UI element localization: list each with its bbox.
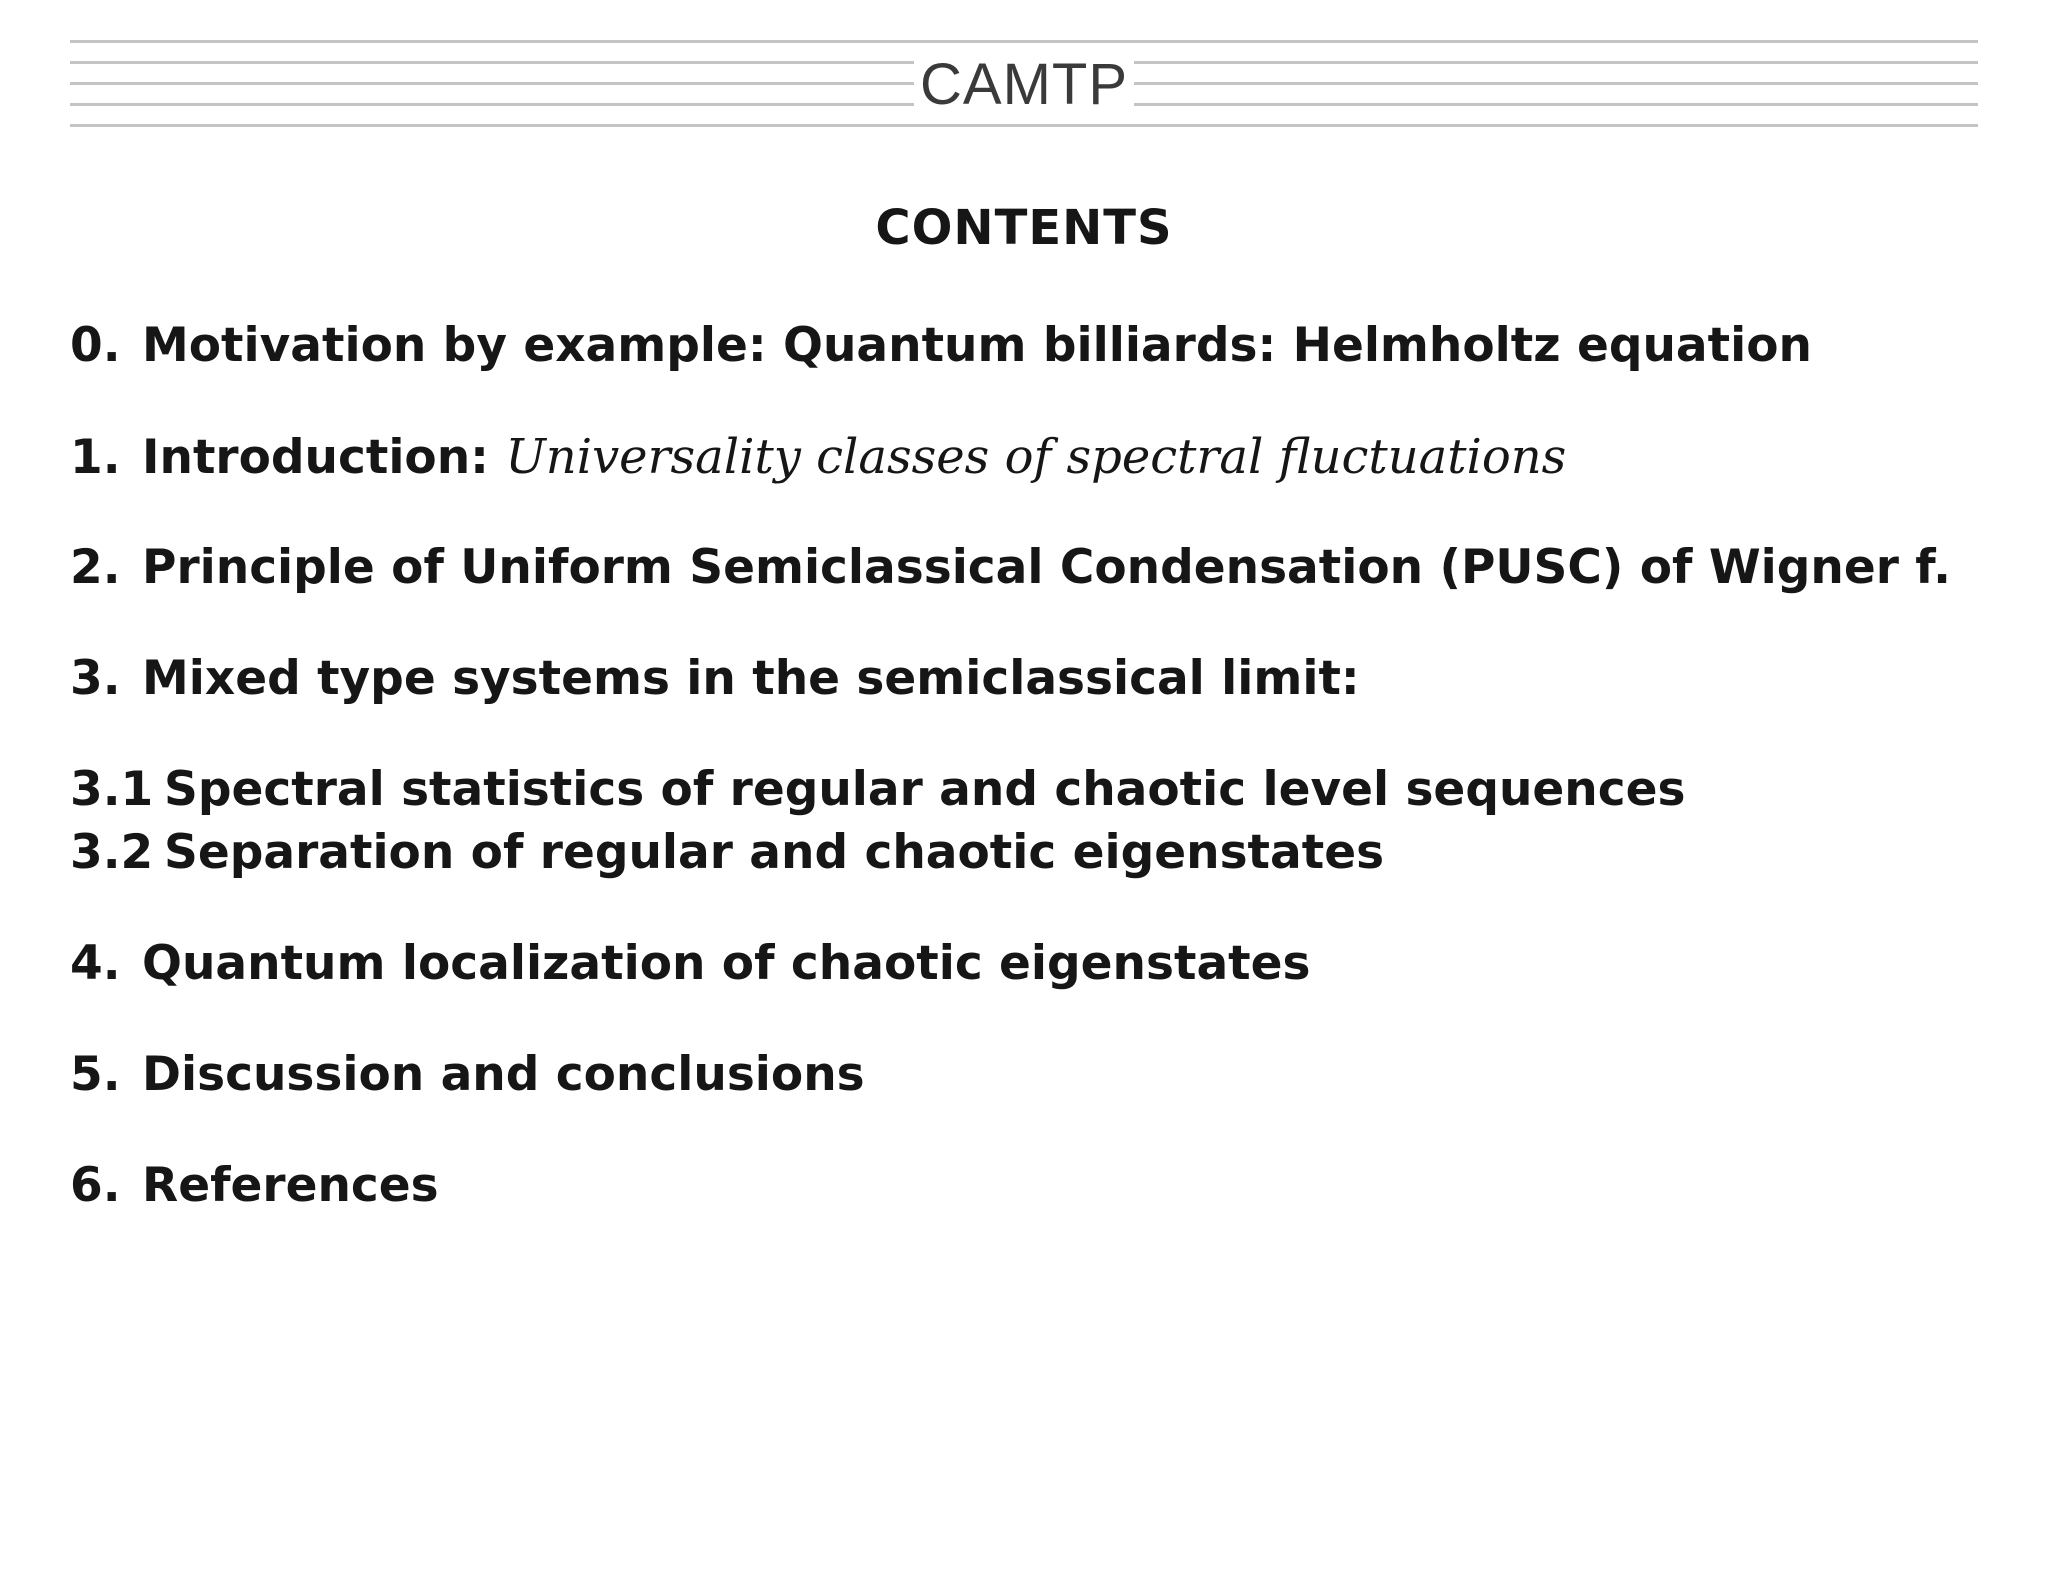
toc-item-1	[70, 427, 1566, 488]
toc-item-number: 5.	[70, 1047, 121, 1102]
page-title: CONTENTS	[875, 200, 1173, 256]
header-rule	[70, 124, 1978, 127]
header-logo-band	[70, 40, 1978, 132]
toc-item-4	[70, 934, 1310, 994]
toc-item-number: 0.	[70, 318, 121, 373]
header-rule	[70, 40, 1978, 43]
toc-item-number: 3.	[70, 651, 121, 706]
toc-item-number: 6.	[70, 1158, 121, 1213]
toc-item-text: Quantum localization of chaotic eigenstates	[142, 936, 1311, 991]
toc-item-text: Discussion and conclusions	[142, 1047, 865, 1102]
toc-item-0	[70, 316, 1812, 376]
toc-item-2	[70, 538, 1951, 598]
toc-item-number: 2.	[70, 540, 121, 595]
toc-item-number: 3.2	[70, 825, 154, 880]
toc-item-number: 1.	[70, 430, 121, 485]
toc-item-italic-text: Universality classes of spectral fluctuations	[505, 429, 1567, 485]
toc-item-6	[70, 1156, 439, 1216]
toc-item-3-1	[70, 760, 1685, 820]
toc-item-text: Mixed type systems in the semiclassical limit:	[142, 651, 1360, 706]
toc-item-number: 3.1	[70, 762, 154, 817]
toc-item-text: Motivation by example: Quantum billiards: Helmholtz equation	[142, 318, 1812, 373]
toc-item-3	[70, 649, 1360, 709]
toc-item-text: Spectral statistics of regular and chaotic level sequences	[164, 762, 1686, 817]
toc-item-number: 4.	[70, 936, 121, 991]
toc-item-text: Introduction:	[142, 430, 506, 485]
toc-item-text: Principle of Uniform Semiclassical Condensation (PUSC) of Wigner f.	[142, 540, 1952, 595]
toc-item-text: Separation of regular and chaotic eigenstates	[164, 825, 1385, 880]
camtp-logo: CAMTP	[914, 54, 1134, 116]
toc-item-text: References	[142, 1158, 439, 1213]
toc-item-3-2	[70, 823, 1384, 883]
toc-item-5	[70, 1045, 865, 1105]
